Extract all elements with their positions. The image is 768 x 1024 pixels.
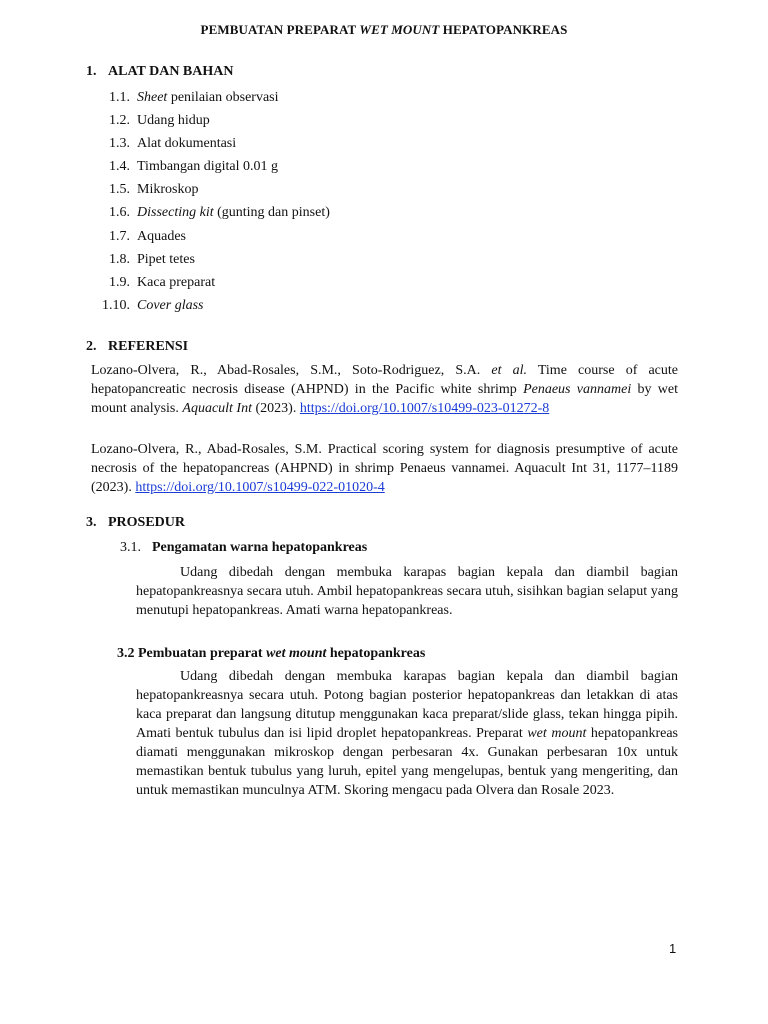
paragraph-text: Udang dibedah dengan membuka karapas bagian kepala dan diambil bagian hepatopankreasnya secara utuh. Potong bagian posterior hepatopankreas dan letakkan di atas kaca preparat dan langsung ditutup menggunakan kaca preparat/slide glass, tekan hingga pipih. Amati bentuk tubulus dan isi lipid droplet hepatopankreas. Preparat [136,669,678,741]
list-item-number: 1.1. [109,90,130,105]
list-item-number: 1.10. [102,297,130,313]
ref-text: Lozano-Olvera, R., Abad-Rosales, S.M., Soto-Rodriguez, S.A. [91,363,492,378]
list-item [86,134,330,157]
ref-text: (2023). [252,401,300,416]
list-item-italic: Sheet [137,90,168,105]
subsection-heading-3-2 [117,646,425,662]
list-item-text: (gunting dan pinset) [213,205,330,221]
list-item [86,273,330,296]
section-title: REFERENSI [108,339,189,354]
list-item [86,88,330,111]
list-item-text: Pipet tetes [137,251,195,267]
list-item-number: 1.4. [109,159,130,175]
materials-list [86,88,330,319]
subsection-number: 3.1. [120,540,141,555]
list-item [86,203,330,226]
list-item-italic: Dissecting kit [137,205,214,221]
list-item [86,111,330,134]
list-item [86,180,330,203]
section-heading-prosedur [86,515,185,531]
ref-text: by wet mount analysis. [91,382,678,416]
list-item-number: 1.8. [109,251,130,267]
page-number: 1 [669,941,677,956]
ref-text: Time course of acute hepatopancreatic necrosis disease (AHPND) in the Pacific white shrimp [91,363,679,397]
subsection-title: Pengamatan warna hepatopankreas [152,540,368,555]
section-heading-alat-bahan [86,64,234,80]
ref-italic: et al. [491,363,527,378]
ref-text: Lozano-Olvera, R., Abad-Rosales, S.M. Practical scoring system for diagnosis presumptive of acute necrosis of the hepatopancreas (AHPND) in shrimp Penaeus vannamei. Aquacult Int 31, 1177–1189 (2023). [91,442,678,495]
title-text-2: HEPATOPANKREAS [439,22,568,37]
paragraph-text: Udang dibedah dengan membuka karapas bagian kepala dan diambil bagian hepatopankreasnya secara utuh. Ambil hepatopankreas secara utuh, sisihkan bagian selaput yang menutupi hepatopankreas. Amati warna hepatopankreas. [136,565,678,618]
list-item-text: penilaian observasi [167,90,279,105]
paragraph-3-2 [136,667,678,800]
doi-link[interactable]: https://doi.org/10.1007/s10499-023-01272-8 [299,401,550,416]
reference-1 [91,361,678,418]
list-item [86,227,330,250]
ref-italic: Aquacult Int [182,401,252,416]
list-item-number: 1.2. [109,113,130,129]
section-heading-referensi [86,339,188,355]
section-number: 1. [86,64,97,79]
section-number: 2. [86,339,97,354]
subsection-heading-3-1 [120,540,367,556]
list-item [86,250,330,273]
list-item-number: 1.6. [109,205,130,221]
ref-italic: Penaeus vannamei [523,382,632,397]
section-title: PROSEDUR [108,515,186,530]
title-text-italic: WET MOUNT [359,22,440,37]
title-text-1: PEMBUATAN PREPARAT [200,22,360,37]
document-title [0,22,768,38]
doi-link[interactable]: https://doi.org/10.1007/s10499-022-01020-4 [135,480,385,495]
subsection-title: hepatopankreas [326,646,426,661]
list-item [86,157,330,180]
paragraph-3-1 [136,563,678,620]
paragraph-italic: wet mount [527,726,587,741]
subsection-title: 3.2 Pembuatan preparat [117,646,267,661]
list-item-text: Mikroskop [137,182,199,198]
section-number: 3. [86,515,97,530]
list-item-text: Alat dokumentasi [137,136,237,152]
section-title: ALAT DAN BAHAN [108,64,234,79]
subsection-title-italic: wet mount [266,646,327,661]
list-item-text: Timbangan digital 0.01 g [137,159,279,175]
list-item-italic: Cover glass [137,297,204,313]
list-item-text: Aquades [137,228,186,244]
list-item-text: Udang hidup [137,113,210,129]
list-item-number: 1.9. [109,274,130,290]
reference-2 [91,440,678,497]
list-item-number: 1.3. [109,136,130,152]
paragraph-text: hepatopankreas diamati menggunakan mikroskop dengan perbesaran 4x. Gunakan perbesaran 10x untuk memastikan bentuk tubulus yang luruh, epitel yang mengelupas, bentuk yang mengeriting, dan untuk memastikan munculnya ATM. Skoring mengacu pada Olvera dan Rosale 2023. [136,726,678,798]
list-item [86,296,330,319]
list-item-number: 1.7. [109,228,130,244]
list-item-number: 1.5. [109,182,130,198]
list-item-text: Kaca preparat [137,274,216,290]
